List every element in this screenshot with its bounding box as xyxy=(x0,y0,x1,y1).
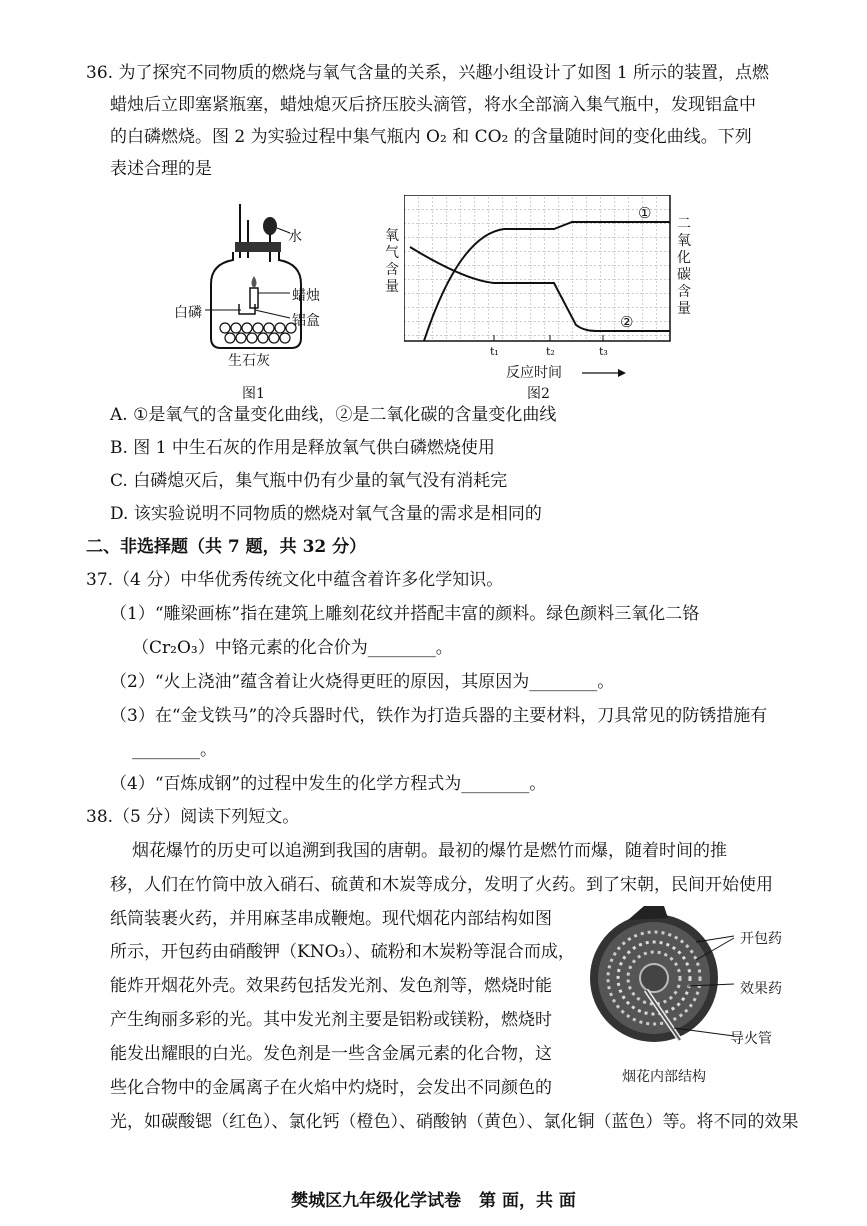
label-water: 水 xyxy=(288,229,302,245)
page-footer xyxy=(0,1186,867,1211)
right-axis-char: 氧 xyxy=(677,233,691,249)
left-axis-char: 含 xyxy=(385,262,399,278)
section-heading: 二、非选择题（共 7 题，共 32 分） xyxy=(86,537,367,557)
firework-caption: 烟花内部结构 xyxy=(622,1069,706,1085)
left-axis-char: 氧 xyxy=(385,228,399,244)
q36-line-1: 36. 为了探究不同物质的燃烧与氧气含量的关系，兴趣小组设计了如图 1 所示的装置，点燃 xyxy=(86,63,770,83)
exam-title: 樊城区九年级化学试卷 xyxy=(291,1191,462,1211)
fig2-curves xyxy=(404,195,674,345)
firework-structure-image xyxy=(584,900,744,1060)
option-c: C. 白磷熄灭后，集气瓶中仍有少量的氧气没有消耗完 xyxy=(110,471,508,491)
label-fuse: 导火管 xyxy=(730,1031,772,1047)
fig2-right-axis xyxy=(676,216,692,318)
q36-line-4: 表述合理的是 xyxy=(110,159,212,179)
q38-para-line7: 能发出耀眼的白光。发色剂是一些含金属元素的化合物，这 xyxy=(110,1044,552,1064)
option-a: A. ①是氧气的含量变化曲线，②是二氧化碳的含量变化曲线 xyxy=(110,405,557,425)
right-axis-char: 化 xyxy=(677,250,691,266)
q36-line-3: 的白磷燃烧。图 2 为实验过程中集气瓶内 O₂ 和 CO₂ 的含量随时间的变化曲线。下列 xyxy=(110,127,752,147)
q38-para-line4: 所示，开包药由硝酸钾（KNO₃）、硫粉和木炭粉等混合而成， xyxy=(110,942,575,962)
q38-para-line5: 能炸开烟花外壳。效果药包括发光剂、发色剂等，燃烧时能 xyxy=(110,976,552,996)
q37-part2: （2）“火上浇油”蕴含着让火烧得更旺的原因，其原因为________。 xyxy=(110,672,615,692)
label-candle: 蜡烛 xyxy=(292,288,320,304)
fig2-xlabel: 反应时间 xyxy=(506,365,562,381)
arrow-right-icon xyxy=(580,367,628,379)
q38-para-line1: 烟花爆竹的历史可以追溯到我国的唐朝。最初的爆竹是燃竹而爆，随着时间的推 xyxy=(132,841,727,861)
left-axis-char: 气 xyxy=(385,245,399,261)
q37-part3-line2: ________。 xyxy=(132,740,217,760)
label-burst-charge: 开包药 xyxy=(740,931,782,947)
q38-para-line2: 移，人们在竹筒中放入硝石、硫黄和木炭等成分，发明了火药。到了宋朝，民间开始使用 xyxy=(110,875,773,895)
q37-part1-line1: （1）“雕梁画栋”指在建筑上雕刻花纹并搭配丰富的颜料。绿色颜料三氧化二铬 xyxy=(110,604,700,624)
page-number: 第 面，共 面 xyxy=(479,1191,576,1211)
fig2-caption: 图2 xyxy=(527,386,550,402)
q36-line-2: 蜡烛后立即塞紧瓶塞，蜡烛熄灭后挤压胶头滴管，将水全部滴入集气瓶中，发现铝盒中 xyxy=(110,95,756,115)
label-quicklime: 生石灰 xyxy=(228,353,270,369)
curve1-label: ① xyxy=(638,204,652,222)
right-axis-char: 量 xyxy=(677,301,691,317)
q38-para-line8: 些化合物中的金属离子在火焰中灼烧时，会发出不同颜色的 xyxy=(110,1078,552,1098)
q38-para-line9: 光，如碳酸锶（红色）、氯化钙（橙色）、硝酸钠（黄色）、氯化铜（蓝色）等。将不同的效果 xyxy=(110,1112,799,1132)
q37-part4: （4）“百炼成钢”的过程中发生的化学方程式为________。 xyxy=(110,774,547,794)
curve2-label: ② xyxy=(620,313,634,331)
q37-part3-line1: （3）在“金戈铁马”的冷兵器时代，铁作为打造兵器的主要材料，刀具常见的防锈措施有 xyxy=(110,706,768,726)
q37-part1-line2: （Cr₂O₃）中铬元素的化合价为________。 xyxy=(132,638,453,658)
option-d: D. 该实验说明不同物质的燃烧对氧气含量的需求是相同的 xyxy=(110,504,542,524)
tick-t3: t₃ xyxy=(599,345,608,358)
fig1-caption: 图1 xyxy=(242,386,265,402)
tick-t1: t₁ xyxy=(490,345,499,358)
label-phosphorus: 白磷 xyxy=(174,305,202,321)
option-b: B. 图 1 中生石灰的作用是释放氧气供白磷燃烧使用 xyxy=(110,438,495,458)
q38-para-line6: 产生绚丽多彩的光。其中发光剂主要是铝粉或镁粉，燃烧时 xyxy=(110,1010,552,1030)
q38-stem: 38.（5 分）阅读下列短文。 xyxy=(86,807,300,827)
label-aluminum-box: 铝盒 xyxy=(292,313,320,329)
left-axis-char: 量 xyxy=(385,279,399,295)
right-axis-char: 含 xyxy=(677,284,691,300)
fig2-left-axis xyxy=(384,228,400,296)
tick-t2: t₂ xyxy=(546,345,555,358)
q38-para-line3: 纸筒装裹火药，并用麻茎串成鞭炮。现代烟花内部结构如图 xyxy=(110,909,552,929)
q37-stem: 37.（4 分）中华优秀传统文化中蕴含着许多化学知识。 xyxy=(86,570,504,590)
right-axis-char: 碳 xyxy=(677,267,691,283)
right-axis-char: 二 xyxy=(677,216,691,232)
label-effect-charge: 效果药 xyxy=(740,981,782,997)
